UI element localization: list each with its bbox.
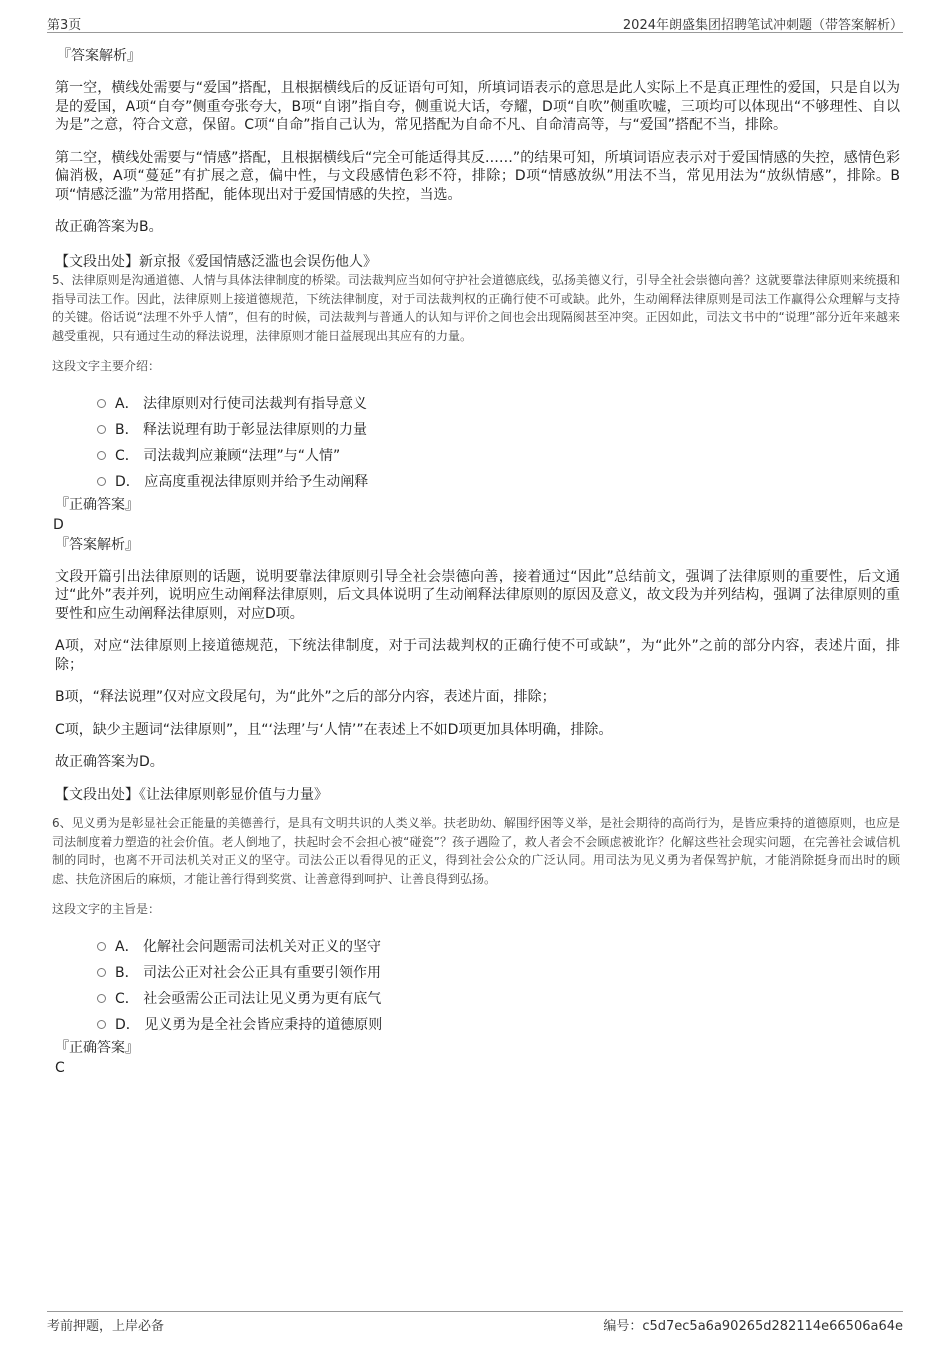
analysis-paragraph: 第一空，横线处需要与“爱国”搭配，且根据横线后的反证语句可知，所填词语表示的意思是此人实际上不是真正理性的爱国，只是自以为是的爱国，A项“自夸”侧重夸张夸大，B项“自诩”指自夸，侧重说大话，夸耀，D项“自吹”侧重吹嘘，三项均可以体现出“不够理性、自以为是”之意，符合文意，保留。C项“自命”指自己认为，常见搭配为自命不凡、自命清高等，与“爱国”搭配不当，排除。: [55, 80, 900, 133]
document-id: 编号：c5d7ec5a6a90265d282114e66506a64e: [603, 1319, 903, 1334]
analysis-paragraph: A项，对应“法律原则上接道德规范，下统法律制度，对于司法裁判权的正确行使不可或缺”，为“此外”之前的部分内容，表述片面，排除；: [55, 638, 900, 673]
document-title: 2024年朗盛集团招聘笔试冲刺题（带答案解析）: [622, 18, 903, 33]
option-text: A． 法律原则对行使司法裁判有指导意义: [115, 395, 368, 412]
option-text: B． 司法公正对社会公正具有重要引领作用: [115, 964, 382, 981]
analysis-conclusion: 故正确答案为B。: [55, 219, 163, 235]
radio-icon[interactable]: [97, 994, 106, 1003]
radio-icon[interactable]: [97, 968, 106, 977]
analysis-conclusion: 故正确答案为D。: [55, 754, 164, 770]
option-a[interactable]: [97, 390, 900, 416]
footer-slogan: 考前押题，上岸必备: [47, 1319, 165, 1334]
option-text: B． 释法说理有助于彰显法律原则的力量: [115, 421, 368, 438]
correct-answer-label: 『正确答案』: [55, 1039, 139, 1056]
option-c[interactable]: [97, 442, 900, 468]
option-text: A． 化解社会问题需司法机关对正义的坚守: [115, 938, 382, 955]
option-text: C． 社会亟需公正司法让见义勇为更有底气: [115, 990, 382, 1007]
page-header: [47, 12, 903, 33]
analysis-label: 『答案解析』: [55, 536, 139, 553]
passage-source: 【文段出处】新京报《爱国情感泛滥也会误伤他人》: [55, 253, 377, 270]
correct-answer: D: [53, 516, 64, 533]
correct-answer-label: 『正确答案』: [55, 496, 139, 513]
correct-answer: C: [55, 1059, 65, 1076]
page-number: 第3页: [47, 18, 82, 33]
analysis-paragraph: C项，缺少主题词“法律原则”，且“‘法理’与‘人情’”在表述上不如D项更加具体明确，排除。: [55, 721, 613, 738]
option-a[interactable]: [97, 933, 900, 959]
question-stem: 这段文字主要介绍：: [52, 359, 161, 373]
page-content: [52, 47, 900, 1077]
radio-icon[interactable]: [97, 477, 106, 486]
radio-icon[interactable]: [97, 942, 106, 951]
option-list: [55, 933, 900, 1037]
page-footer: [47, 1311, 903, 1334]
question-passage: 5、法律原则是沟通道德、人情与具体法律制度的桥梁。司法裁判应当如何守护社会道德底线，弘扬美德义行，引导全社会崇德向善？这就要靠法律原则来统摄和指导司法工作。因此，法律原则上接道德规范，下统法律制度，对于司法裁判权的正确行使不可或缺。此外，生动阐释法律原则是司法工作赢得公众理解与支持的关键。俗话说“法理不外乎人情”，但有的时候，司法裁判与普通人的认知与评价之间也会出现隔阂甚至冲突。正因如此，司法文书中的“说理”部分近年来越来越受重视，只有通过生动的释法说理，法律原则才能日益展现出其应有的力量。: [52, 273, 900, 343]
option-text: D． 应高度重视法律原则并给予生动阐释: [115, 473, 369, 490]
option-d[interactable]: [97, 468, 900, 494]
question-stem: 这段文字的主旨是：: [52, 902, 161, 916]
analysis-paragraph: 文段开篇引出法律原则的话题，说明要靠法律原则引导全社会崇德向善，接着通过“因此”总结前文，强调了法律原则的重要性，后文通过“此外”表并列，说明应生动阐释法律原则，后文具体说明了生动阐释法律原则的原因及意义，故文段为并列结构，强调了法律原则的重要性和应生动阐释法律原则，对应D项。: [55, 568, 900, 622]
option-list: [55, 390, 900, 494]
passage-source: 【文段出处】《让法律原则彰显价值与力量》: [55, 786, 328, 803]
analysis-label: 『答案解析』: [57, 48, 141, 64]
radio-icon[interactable]: [97, 399, 106, 408]
radio-icon[interactable]: [97, 1020, 106, 1029]
option-b[interactable]: [97, 959, 900, 985]
question-passage: 6、见义勇为是彰显社会正能量的美德善行，是具有文明共识的人类义举。扶老助幼、解围纾困等义举，是社会期待的高尚行为，是皆应秉持的道德原则，也应是司法制度着力塑造的社会价值。老人倒地了，扶起时会不会担心被“碰瓷”？孩子遇险了，救人者会不会顾虑被讹诈？化解这些社会现实问题，在完善社会诚信机制的同时，也离不开司法机关对正义的坚守。司法公正以看得见的正义，得到社会公众的广泛认同。用司法为见义勇为者保驾护航，才能消除挺身而出时的顾虑、扶危济困后的麻烦，才能让善行得到奖赏、让善意得到呵护、让善良得到弘扬。: [52, 816, 900, 886]
option-text: C． 司法裁判应兼顾“法理”与“人情”: [115, 447, 341, 464]
radio-icon[interactable]: [97, 451, 106, 460]
analysis-paragraph: 第二空，横线处需要与“情感”搭配，且根据横线后“完全可能适得其反……”的结果可知，所填词语应表示对于爱国情感的失控，感情色彩偏消极，A项“蔓延”有扩展之意，偏中性，与文段感情色彩不符，排除；D项“情感放纵”用法不当，常见用法为“放纵情感”，排除。B项“情感泛滥”为常用搭配，能体现出对于爱国情感的失控，当选。: [55, 149, 900, 203]
option-text: D． 见义勇为是全社会皆应秉持的道德原则: [115, 1016, 383, 1033]
option-c[interactable]: [97, 985, 900, 1011]
analysis-paragraph: B项，“释法说理”仅对应文段尾句，为“此外”之后的部分内容，表述片面，排除；: [55, 689, 556, 705]
radio-icon[interactable]: [97, 425, 106, 434]
option-d[interactable]: [97, 1011, 900, 1037]
option-b[interactable]: [97, 416, 900, 442]
